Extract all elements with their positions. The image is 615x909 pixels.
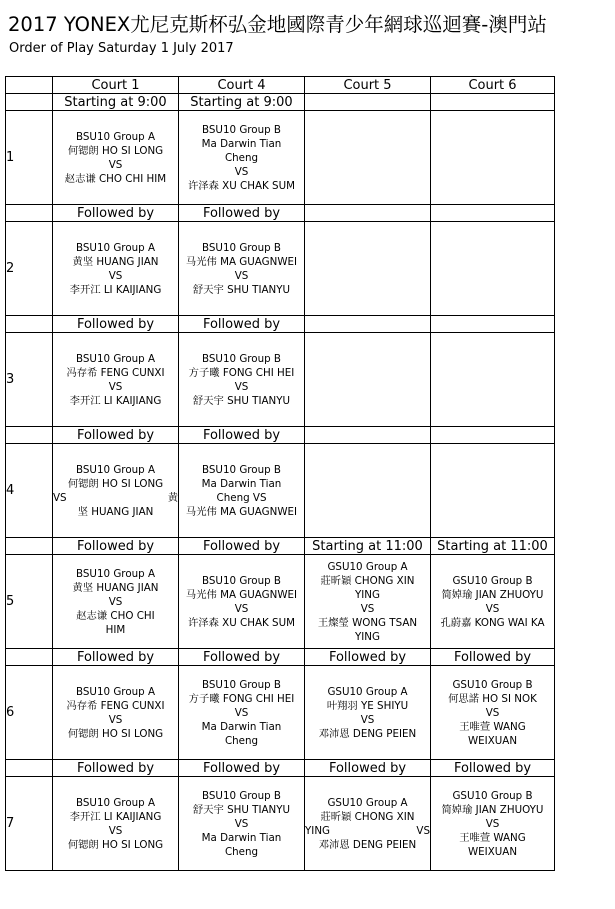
match-line: Cheng: [224, 734, 259, 747]
match-line: YING: [354, 588, 380, 601]
match-line: 何思諾 HO SI NOK: [448, 692, 537, 705]
round-number: 1: [6, 111, 53, 205]
round-row: [6, 222, 555, 316]
corner-cell: [6, 205, 53, 222]
round-row: [6, 444, 555, 538]
match-line: VS: [416, 824, 430, 837]
match-line: 许泽森 XU CHAK SUM: [188, 179, 295, 192]
match-line: BSU10 Group A: [76, 130, 155, 143]
court-header: Court 6: [431, 77, 555, 94]
match-line: VS: [234, 380, 249, 393]
match-line: VS: [108, 824, 123, 837]
match-line: 舒天宇 SHU TIANYU: [192, 394, 291, 407]
match-cell: [53, 333, 179, 427]
followed-by-label: Followed by: [179, 316, 305, 333]
match-line: VS: [234, 165, 249, 178]
followed-by-label: Followed by: [53, 538, 179, 555]
match-cell: [179, 777, 305, 871]
match-line: VS: [108, 158, 123, 171]
match-cell: [179, 666, 305, 760]
start-time: [305, 94, 431, 111]
match-line: WEIXUAN: [467, 734, 518, 747]
match-line: BSU10 Group B: [201, 678, 282, 691]
followed-by-label: Followed by: [179, 205, 305, 222]
match-line: 坚 HUANG JIAN: [77, 505, 154, 518]
match-line: VS: [108, 380, 123, 393]
match-line: 莊昕穎 CHONG XIN: [320, 574, 415, 587]
match-cell: [53, 555, 179, 649]
match-cell: [305, 555, 431, 649]
match-line: VS: [108, 269, 123, 282]
match-line: BSU10 Group A: [76, 352, 155, 365]
match-cell: [305, 777, 431, 871]
match-cell: [431, 333, 555, 427]
followed-by-row: [6, 427, 555, 444]
court-header-row: [6, 77, 555, 94]
match-cell: [305, 222, 431, 316]
followed-by-label: Followed by: [53, 649, 179, 666]
page-subtitle: Order of Play Saturday 1 July 2017: [9, 41, 234, 56]
match-line: VS: [108, 713, 123, 726]
round-number: 4: [6, 444, 53, 538]
match-line: 何锶朗 HO SI LONG: [67, 477, 164, 490]
match-line: Ma Darwin Tian: [201, 477, 282, 490]
page-title: 2017 YONEX尤尼克斯杯弘金地國際青少年網球巡迴賽-澳門站: [8, 13, 547, 36]
match-line: GSU10 Group B: [452, 574, 533, 587]
match-line: GSU10 Group A: [327, 560, 408, 573]
match-line: BSU10 Group A: [76, 241, 155, 254]
match-line: VS: [485, 706, 500, 719]
match-line: Cheng: [224, 151, 259, 164]
match-line: GSU10 Group A: [327, 685, 408, 698]
start-time: Starting at 9:00: [53, 94, 179, 111]
match-cell: [53, 444, 179, 538]
match-line: 邓沛恩 DENG PEIEN: [318, 727, 417, 740]
match-line: 马光伟 MA GUAGNWEI: [185, 588, 298, 601]
match-line: VS: [360, 602, 375, 615]
match-line: VS: [234, 269, 249, 282]
followed-by-label: Starting at 11:00: [305, 538, 431, 555]
followed-by-label: Followed by: [431, 649, 555, 666]
match-line: Cheng VS: [216, 491, 267, 504]
match-cell: [431, 111, 555, 205]
followed-by-label: Followed by: [305, 649, 431, 666]
corner-cell: [6, 316, 53, 333]
match-line: 王唯萱 WANG: [459, 831, 526, 844]
match-line: Ma Darwin Tian: [201, 831, 282, 844]
match-line: GSU10 Group A: [327, 796, 408, 809]
match-line: 方子曦 FONG CHI HEI: [188, 366, 295, 379]
match-line: 马光伟 MA GUAGNWEI: [185, 505, 298, 518]
match-line: 简婥瑜 JIAN ZHUOYU: [441, 588, 544, 601]
round-number: 6: [6, 666, 53, 760]
match-cell: [179, 555, 305, 649]
match-cell: [179, 444, 305, 538]
match-cell: [431, 666, 555, 760]
followed-by-label: Followed by: [53, 760, 179, 777]
match-line: 舒天宇 SHU TIANYU: [192, 803, 291, 816]
match-cell: [179, 111, 305, 205]
match-line: 赵志谦 CHO CHI: [76, 609, 155, 622]
followed-by-label: Followed by: [305, 760, 431, 777]
match-line: 何锶朗 HO SI LONG: [67, 838, 164, 851]
match-line: VS: [53, 491, 67, 504]
match-line: BSU10 Group B: [201, 789, 282, 802]
followed-by-label: Followed by: [53, 427, 179, 444]
start-time-row: [6, 94, 555, 111]
match-line: 黄坚 HUANG JIAN: [72, 581, 159, 594]
order-of-play-table: [5, 76, 555, 871]
match-line: 冯存希 FENG CUNXI: [66, 699, 165, 712]
match-line: 马光伟 MA GUAGNWEI: [185, 255, 298, 268]
match-line: VS: [360, 713, 375, 726]
round-number: 2: [6, 222, 53, 316]
followed-by-row: [6, 649, 555, 666]
court-header: Court 1: [53, 77, 179, 94]
match-line: Ma Darwin Tian: [201, 137, 282, 150]
match-line: 何锶朗 HO SI LONG: [67, 727, 164, 740]
match-cell: [179, 333, 305, 427]
match-line: VS: [234, 602, 249, 615]
match-line: 李开江 LI KAIJIANG: [69, 810, 162, 823]
match-cell: [305, 444, 431, 538]
match-line: WEIXUAN: [467, 845, 518, 858]
start-time: Starting at 9:00: [179, 94, 305, 111]
match-line: BSU10 Group B: [201, 123, 282, 136]
match-line: VS: [108, 595, 123, 608]
match-line: 简婥瑜 JIAN ZHUOYU: [441, 803, 544, 816]
followed-by-label: [431, 316, 555, 333]
match-line: VS: [485, 817, 500, 830]
match-line: GSU10 Group B: [452, 789, 533, 802]
corner-cell: [6, 649, 53, 666]
match-cell: [305, 666, 431, 760]
followed-by-label: [305, 427, 431, 444]
court-header: Court 4: [179, 77, 305, 94]
followed-by-label: Followed by: [431, 760, 555, 777]
match-cell: [53, 111, 179, 205]
followed-by-label: Followed by: [179, 538, 305, 555]
match-cell: [431, 444, 555, 538]
followed-by-label: [305, 205, 431, 222]
match-cell: [179, 222, 305, 316]
match-line: BSU10 Group A: [76, 567, 155, 580]
followed-by-row: [6, 316, 555, 333]
followed-by-label: [305, 316, 431, 333]
match-line: BSU10 Group B: [201, 463, 282, 476]
round-row: [6, 555, 555, 649]
round-number: 7: [6, 777, 53, 871]
match-line: HIM: [105, 623, 126, 636]
match-cell: [431, 777, 555, 871]
corner-cell: [6, 94, 53, 111]
match-cell: [53, 666, 179, 760]
match-cell: [53, 777, 179, 871]
round-number: 5: [6, 555, 53, 649]
corner-cell: [6, 760, 53, 777]
match-cell: [431, 222, 555, 316]
followed-by-label: [431, 427, 555, 444]
followed-by-label: Followed by: [179, 649, 305, 666]
corner-cell: [6, 77, 53, 94]
match-line: GSU10 Group B: [452, 678, 533, 691]
court-header: Court 5: [305, 77, 431, 94]
match-line: YING: [354, 630, 380, 643]
match-line: BSU10 Group B: [201, 241, 282, 254]
match-line: VS: [234, 706, 249, 719]
match-line: 莊昕穎 CHONG XIN: [320, 810, 415, 823]
match-line: Cheng: [224, 845, 259, 858]
followed-by-label: Followed by: [53, 316, 179, 333]
match-line: 赵志谦 CHO CHI HIM: [64, 172, 167, 185]
match-line: 李开江 LI KAIJIANG: [69, 394, 162, 407]
round-row: [6, 333, 555, 427]
match-line: BSU10 Group A: [76, 685, 155, 698]
match-line: Ma Darwin Tian: [201, 720, 282, 733]
followed-by-row: [6, 205, 555, 222]
match-line: 黄坚 HUANG JIAN: [72, 255, 159, 268]
followed-by-label: Followed by: [53, 205, 179, 222]
round-row: [6, 777, 555, 871]
match-cell: [305, 111, 431, 205]
match-line: YING: [305, 824, 331, 837]
match-line: BSU10 Group B: [201, 574, 282, 587]
match-line: 许泽森 XU CHAK SUM: [188, 616, 295, 629]
followed-by-label: [431, 205, 555, 222]
round-row: [6, 666, 555, 760]
match-cell: [53, 222, 179, 316]
match-line: BSU10 Group B: [201, 352, 282, 365]
match-line: 方子曦 FONG CHI HEI: [188, 692, 295, 705]
match-cell: [431, 555, 555, 649]
match-line: 舒天宇 SHU TIANYU: [192, 283, 291, 296]
corner-cell: [6, 538, 53, 555]
followed-by-row: [6, 538, 555, 555]
match-line: 王唯萱 WANG: [459, 720, 526, 733]
match-line: 李开江 LI KAIJIANG: [69, 283, 162, 296]
match-line: BSU10 Group A: [76, 463, 155, 476]
match-line: VS: [234, 817, 249, 830]
match-line: 王燦瑩 WONG TSAN: [317, 616, 418, 629]
round-row: [6, 111, 555, 205]
corner-cell: [6, 427, 53, 444]
match-line: VS: [485, 602, 500, 615]
followed-by-row: [6, 760, 555, 777]
round-number: 3: [6, 333, 53, 427]
followed-by-label: Starting at 11:00: [431, 538, 555, 555]
match-line: 黄: [167, 491, 178, 504]
match-line: 何锶朗 HO SI LONG: [67, 144, 164, 157]
followed-by-label: Followed by: [179, 760, 305, 777]
match-line: 孔蔚嘉 KONG WAI KA: [440, 616, 545, 629]
match-line: BSU10 Group A: [76, 796, 155, 809]
followed-by-label: Followed by: [179, 427, 305, 444]
match-cell: [305, 333, 431, 427]
match-line: 叶翔羽 YE SHIYU: [326, 699, 409, 712]
match-line: 邓沛恩 DENG PEIEN: [318, 838, 417, 851]
start-time: [431, 94, 555, 111]
match-line: 冯存希 FENG CUNXI: [66, 366, 165, 379]
